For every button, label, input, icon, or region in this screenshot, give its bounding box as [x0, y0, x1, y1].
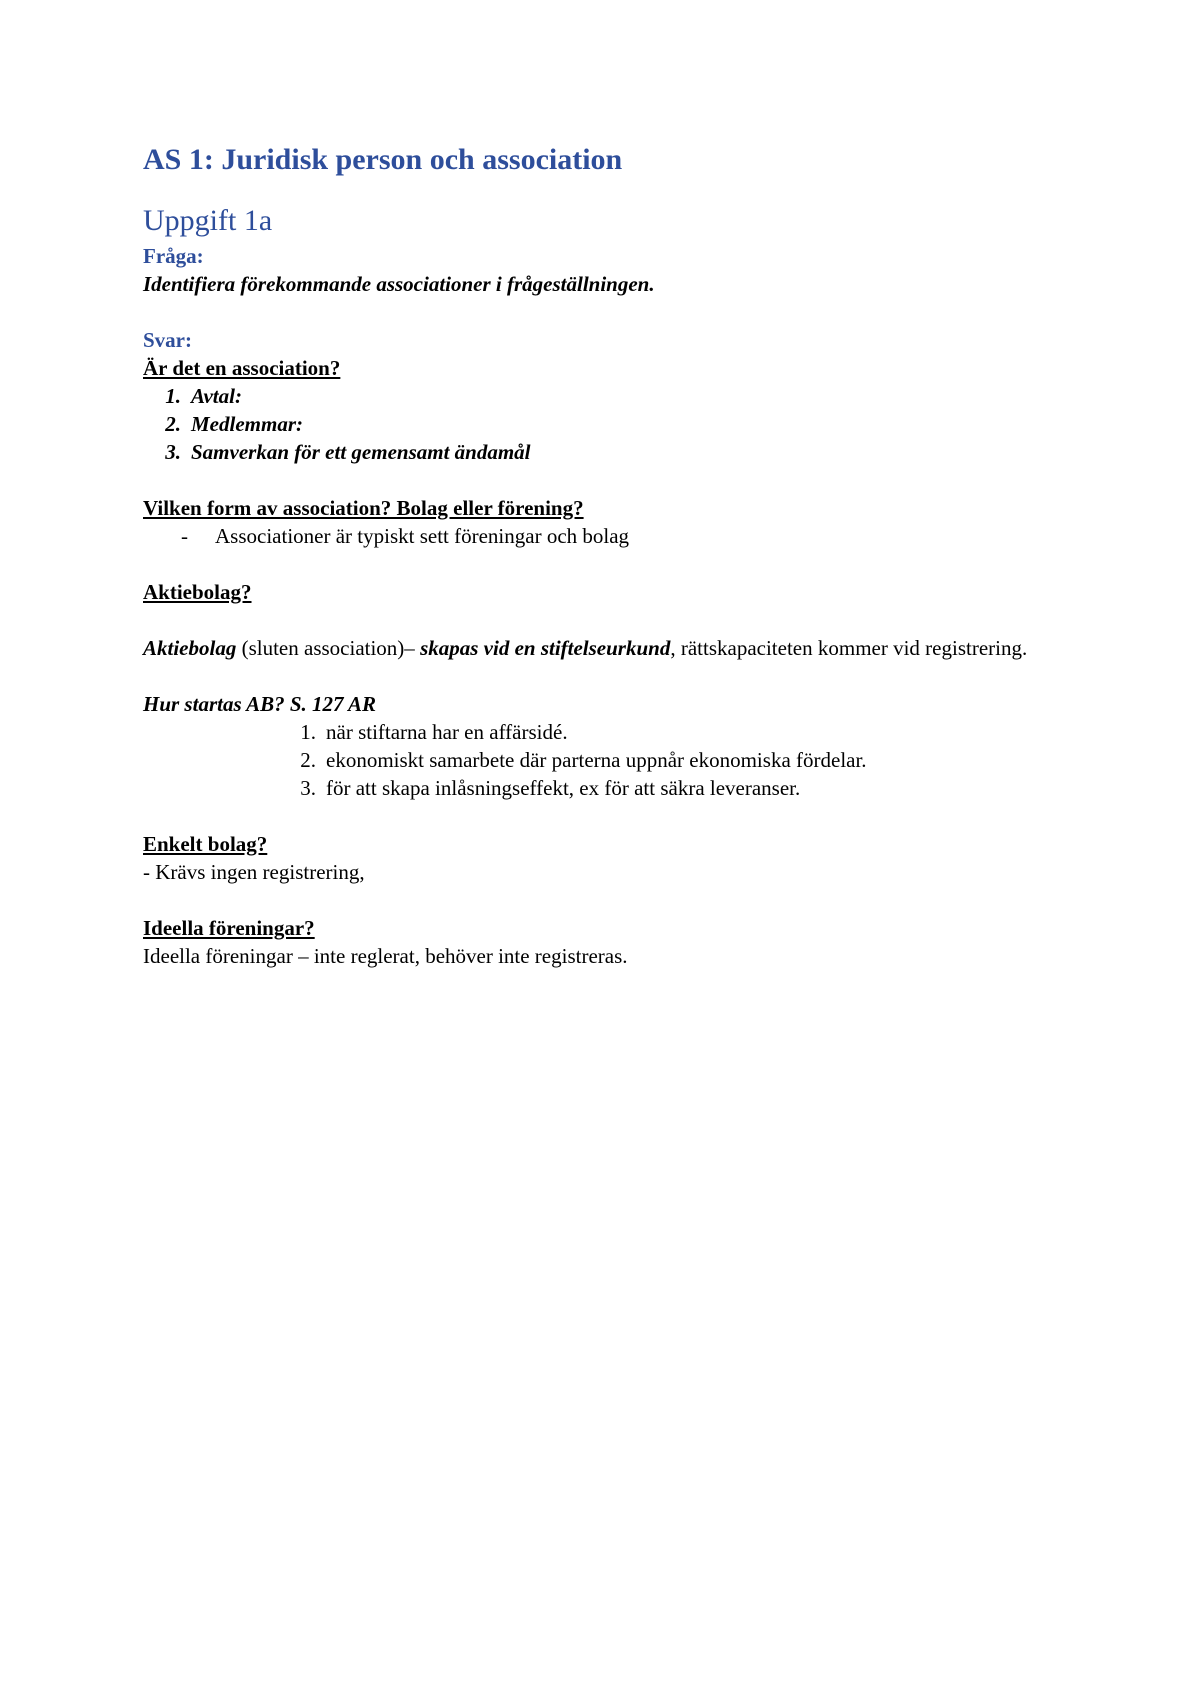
- section-heading-form: Vilken form av association? Bolag eller förening?: [143, 496, 584, 520]
- aktiebolag-bold: skapas vid en stiftelseurkund: [420, 636, 671, 660]
- ideella-line: Ideella föreningar – inte reglerat, behöver inte registreras.: [143, 944, 628, 968]
- section-heading-enkelt-bolag: Enkelt bolag?: [143, 832, 268, 856]
- section-heading-aktiebolag: Aktiebolag?: [143, 580, 252, 604]
- bullet-text: Associationer är typiskt sett föreningar och bolag: [215, 524, 630, 548]
- list-item: [278, 746, 1073, 774]
- list-text: Samverkan för ett gemensamt ändamål: [191, 440, 531, 464]
- list-item: [143, 410, 1073, 438]
- aktiebolag-mid: (sluten association)–: [236, 636, 421, 660]
- question-label: Fråga:: [143, 244, 204, 268]
- list-number: 2.: [165, 412, 181, 436]
- document-subtitle: Uppgift 1a: [143, 204, 273, 237]
- section-heading-association: Är det en association?: [143, 356, 341, 380]
- list-item: [278, 718, 1073, 746]
- list-number: 3.: [165, 440, 181, 464]
- list-text: ekonomiskt samarbete där parterna uppnår ekonomiska fördelar.: [326, 748, 867, 772]
- list-item: [278, 774, 1073, 802]
- enkelt-bolag-line: - Krävs ingen registrering,: [143, 860, 365, 884]
- list-text: för att skapa inlåsningseffekt, ex för att säkra leveranser.: [326, 776, 801, 800]
- bullet-marker: -: [181, 524, 188, 548]
- list-text: Medlemmar:: [191, 412, 303, 436]
- list-number: 1.: [165, 384, 181, 408]
- aktiebolag-rest: , rättskapaciteten kommer vid registrering.: [670, 636, 1028, 660]
- list-text: när stiftarna har en affärsidé.: [326, 720, 568, 744]
- section-heading-ideella: Ideella föreningar?: [143, 916, 315, 940]
- list-item: [143, 382, 1073, 410]
- list-number: 3.: [300, 776, 316, 800]
- list-number: 1.: [300, 720, 316, 744]
- list-number: 2.: [300, 748, 316, 772]
- aktiebolag-paragraph: [143, 634, 1073, 662]
- how-heading: Hur startas AB? S. 127 AR: [143, 692, 377, 716]
- list-item: [143, 438, 1073, 466]
- answer-label: Svar:: [143, 328, 192, 352]
- aktiebolag-term: Aktiebolag: [143, 636, 237, 660]
- list-text: Avtal:: [191, 384, 242, 408]
- document-body: [143, 140, 1073, 970]
- document-title: AS 1: Juridisk person och association: [143, 143, 623, 176]
- bullet-item: [143, 522, 1073, 550]
- question-text: Identifiera förekommande associationer i frågeställningen.: [143, 272, 655, 296]
